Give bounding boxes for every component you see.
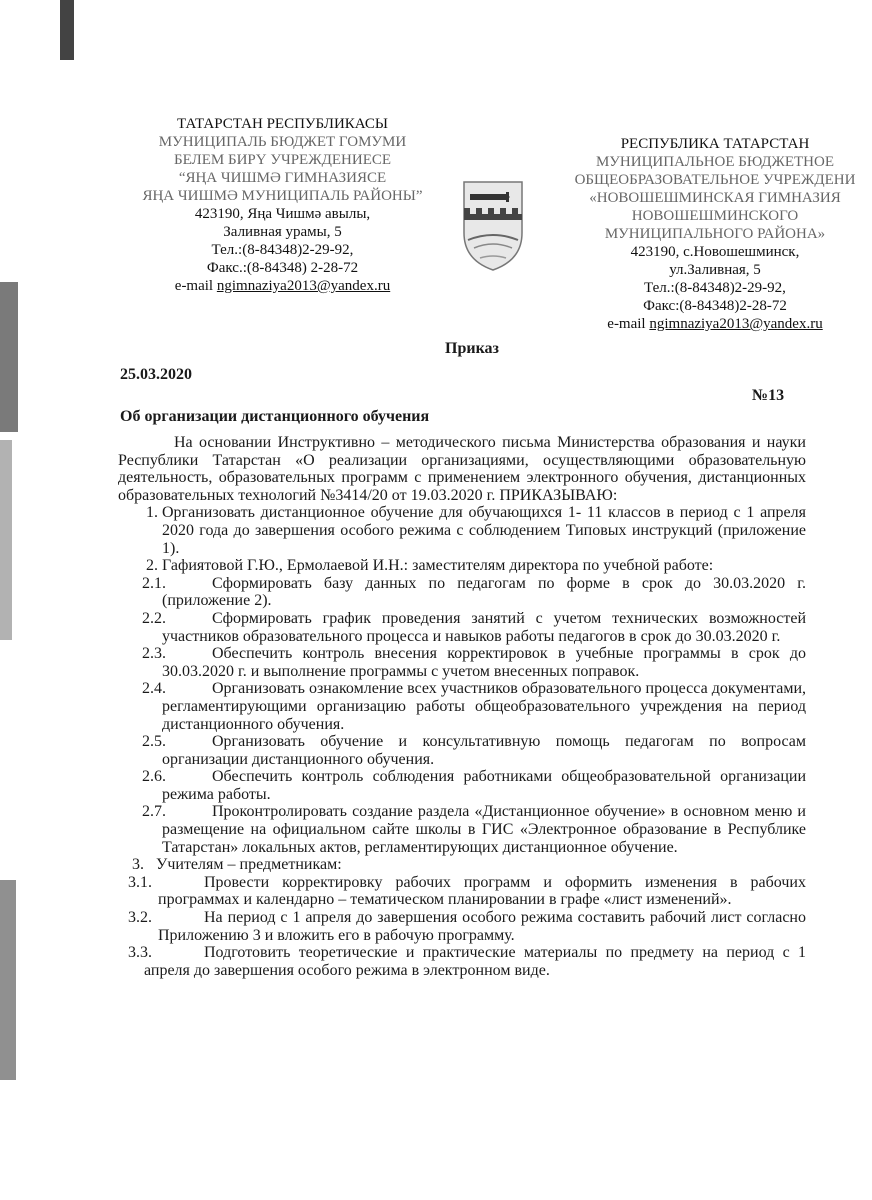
header-left-line: ЯҢА ЧИШМӘ МУНИЦИПАЛЬ РАЙОНЫ” [142, 188, 423, 204]
list-item [118, 733, 806, 768]
list-item-text: Провести корректировку рабочих программ и оформить изменения в рабочих программах и календарно – тематическом планировании в графе «лист изменений». [158, 873, 806, 909]
header-right-line: Тел.:(8-84348)2-29-92, [644, 280, 786, 296]
list-item-number: 2.1. [142, 574, 166, 592]
list-item-number: 2.7. [142, 803, 166, 821]
list-item-number: 2.6. [142, 768, 166, 786]
header-right-email-line: e-mail ngimnaziya2013@yandex.ru [607, 316, 823, 332]
list-item-text: Проконтролировать создание раздела «Дистанционное обучение» в основном меню и размещение на официальном сайте школы в ГИС «Электронное образование в Республике Татарстан» локальных актов, регламентирующих дистанционное обучение. [162, 803, 806, 856]
header-left-line: 423190, Яңа Чишмә авылы, [194, 206, 371, 222]
header-right-line: РЕСПУБЛИКА ТАТАРСТАН [620, 136, 810, 152]
scan-edge-top-left [60, 0, 74, 60]
header-right-line: «НОВОШЕШМИНСКАЯ ГИМНАЗИЯ [589, 190, 841, 206]
header-left-line: “ЯҢА ЧИШМӘ ГИМНАЗИЯСЕ [178, 170, 387, 186]
list-item-number: 1. [146, 504, 158, 522]
list-item [118, 645, 806, 680]
header-left-line: МУНИЦИПАЛЬ БЮДЖЕТ ГОМУМИ [158, 134, 407, 150]
list-item-number: 2.5. [142, 733, 166, 751]
list-item-number: 3. [132, 856, 144, 874]
list-item-text: Сформировать график проведения занятий с учетом технических возможностей участников образовательного процесса и навыков работы педагогов в срок до 30.03.2020 г. [162, 609, 806, 645]
list-item-number: 2.2. [142, 609, 166, 627]
scan-edge-left-2 [0, 440, 12, 640]
header-right-line: НОВОШЕШМИНСКОГО [631, 208, 799, 224]
list-item [118, 768, 806, 803]
list-item [118, 874, 806, 909]
list-item-number: 2.4. [142, 680, 166, 698]
list-item [118, 557, 806, 575]
list-item-number: 3.3. [128, 944, 152, 962]
list-item [118, 909, 806, 944]
header-right-line: МУНИЦИПАЛЬНОЕ БЮДЖЕТНОЕ [595, 154, 835, 170]
header-right-line: ОБЩЕОБРАЗОВАТЕЛЬНОЕ УЧРЕЖДЕНИ [574, 172, 856, 188]
header-right-line: Факс:(8-84348)2-28-72 [643, 298, 787, 314]
coat-of-arms-icon [460, 178, 526, 273]
list-item-text: Организовать ознакомление всех участников образовательного процесса документами, регламентирующими организацию работы общеобразовательного учреждения на период дистанционного обучения. [162, 680, 806, 733]
header-right-line: ул.Заливная, 5 [669, 262, 761, 278]
doc-intro: На основании Инструктивно – методического письма Министерства образования и науки Республики Татарстан «О реализации организациями, осуществляющими образовательную деятельность, образовательных программ с применением электронного обучения, дистанционных образовательных технологий №3414/20 от 19.03.2020 г. ПРИКАЗЫВАЮ: [118, 434, 806, 504]
list-item-number: 2. [146, 557, 158, 575]
list-item-text: Подготовить теоретические и практические материалы по предмету на период с 1 апреля до завершения особого режима в электронном виде. [144, 944, 806, 979]
header-right [565, 135, 865, 333]
list-item-number: 3.1. [128, 873, 152, 891]
list-item [118, 610, 806, 645]
list-item [118, 856, 806, 874]
list-item-number: 2.3. [142, 645, 166, 663]
header-right-email-link[interactable]: ngimnaziya2013@yandex.ru [649, 316, 823, 332]
list-item-text: Обеспечить контроль внесения корректировок в учебные программы в срок до 30.03.2020 г. и выполнение программы с учетом внесенных поправок. [162, 645, 806, 680]
list-item-text: Организовать дистанционное обучение для обучающихся 1- 11 классов в период с 1 апреля 2020 года до завершения особого режима с соблюдением Типовых инструкций (приложение 1). [162, 504, 806, 557]
list-item [118, 575, 806, 610]
scan-edge-left-3 [0, 880, 16, 1080]
doc-date: 25.03.2020 [120, 366, 192, 383]
list-item [118, 680, 806, 733]
header-left-line: Заливная урамы, 5 [223, 224, 342, 240]
header-left-line: БЕЛЕМ БИРҮ УЧРЕЖДЕНИЕСЕ [173, 152, 392, 168]
header-left-line: Факс.:(8-84348) 2-28-72 [206, 260, 359, 276]
list-item-number: 3.2. [128, 909, 152, 927]
header-left-line: Тел.:(8-84348)2-29-92, [211, 242, 354, 258]
doc-number: №13 [752, 387, 785, 404]
list-item [118, 504, 806, 557]
doc-title: Приказ [445, 340, 499, 357]
header-left [120, 115, 445, 295]
list-item-text: Обеспечить контроль соблюдения работниками общеобразовательной организации режима работы. [162, 768, 806, 803]
header-right-line: МУНИЦИПАЛЬНОГО РАЙОНА» [604, 226, 826, 242]
list-item-text: Организовать обучение и консультативную помощь педагогам по вопросам организации дистанционного обучения. [162, 733, 806, 768]
header-left-email-line: e-mail ngimnaziya2013@yandex.ru [174, 278, 391, 294]
list-item-text: Учителям – предметникам: [156, 856, 342, 874]
header-left-email-link[interactable]: ngimnaziya2013@yandex.ru [216, 278, 391, 294]
header-left-line: ТАТАРСТАН РЕСПУБЛИКАСЫ [177, 116, 388, 132]
list-item [118, 944, 806, 979]
header-right-line: 423190, с.Новошешминск, [630, 244, 800, 260]
list-item-text: На период с 1 апреля до завершения особого режима составить рабочий лист согласно Приложению 3 и вложить его в рабочую программу. [158, 909, 806, 944]
list-item-text: Гафиятовой Г.Ю., Ермолаевой И.Н.: заместителям директора по учебной работе: [162, 557, 714, 575]
doc-subject: Об организации дистанционного обучения [120, 408, 430, 425]
list-item [118, 803, 806, 856]
list-item-text: Сформировать базу данных по педагогам по форме в срок до 30.03.2020 г. (приложение 2). [162, 574, 806, 610]
doc-body [118, 434, 806, 979]
